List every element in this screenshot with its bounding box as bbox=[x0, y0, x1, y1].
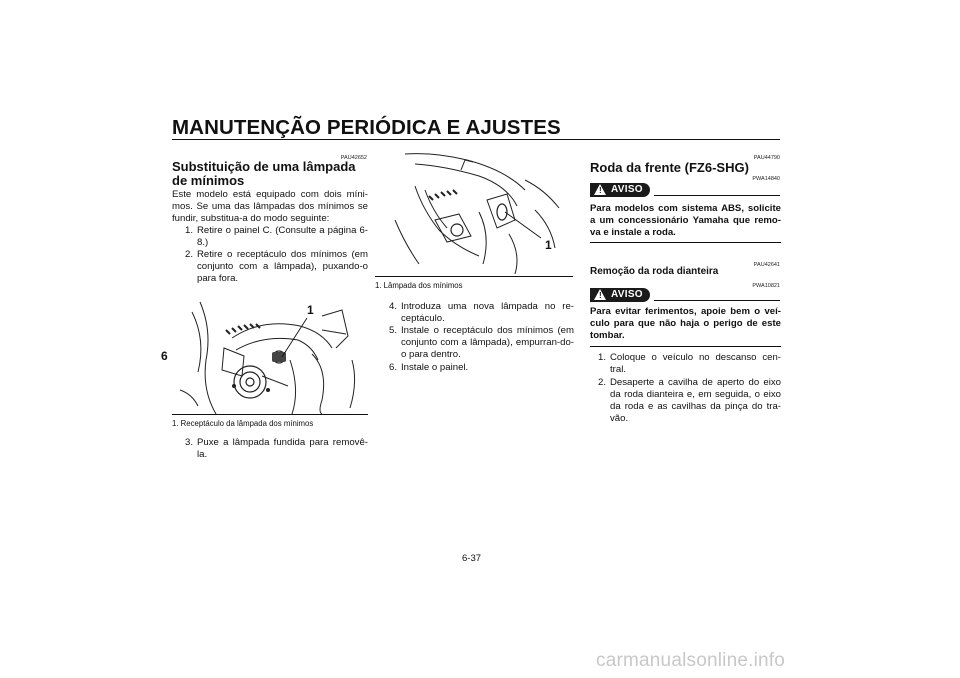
figure-caption: 1. Lâmpada dos mínimos bbox=[375, 281, 463, 290]
step-text: Coloque o veículo no descanso cen-tral. bbox=[610, 352, 781, 376]
step-4 bbox=[389, 301, 574, 325]
watermark: carmanualsonline.info bbox=[596, 650, 786, 671]
intro-paragraph: Este modelo está equipado com dois míni-mos. Se uma das lâmpadas dos mínimos se fundir, substitua-a do modo seguinte: bbox=[172, 189, 368, 225]
section-heading: Roda da frente (FZ6-SHG) bbox=[590, 160, 749, 175]
page-title: MANUTENÇÃO PERIÓDICA E AJUSTES bbox=[172, 116, 561, 139]
figure-callout: 1 bbox=[307, 303, 314, 317]
warning-rule bbox=[654, 300, 780, 301]
step-number: 1. bbox=[185, 225, 194, 236]
step-number: 3. bbox=[185, 437, 194, 448]
warning-rule bbox=[654, 195, 780, 196]
figure-position-light-bulb bbox=[375, 150, 573, 274]
step-text: Instale o receptáculo dos mínimos (em conjunto com a lâmpada), empurran-do-o para dentro. bbox=[401, 325, 574, 361]
step-number: 2. bbox=[598, 377, 607, 388]
step-2 bbox=[598, 377, 781, 425]
step-text: Desaperte a cavilha de aperto do eixo da roda dianteira e, em seguida, o eixo da roda e as cavilhas da pinça do tra-vão. bbox=[610, 377, 781, 425]
page-number: 6-37 bbox=[462, 553, 482, 564]
subsection-code: PAU42641 bbox=[753, 262, 780, 268]
step-number: 6. bbox=[389, 362, 398, 373]
figure-caption-rule bbox=[172, 414, 368, 415]
warning-end-rule bbox=[590, 346, 781, 347]
step-number: 1. bbox=[598, 352, 607, 363]
figure-illustration bbox=[172, 290, 368, 414]
figure-caption-rule bbox=[375, 276, 573, 277]
step-6 bbox=[389, 362, 574, 374]
chapter-tab: 6 bbox=[161, 349, 168, 363]
warning-banner bbox=[590, 183, 780, 197]
step-3 bbox=[185, 437, 368, 461]
step-2 bbox=[185, 249, 368, 285]
header-rule bbox=[172, 139, 780, 140]
section-code: PAU42652 bbox=[340, 155, 367, 161]
section-heading: Substituição de uma lâmpada de mínimos bbox=[172, 159, 356, 188]
step-text: Retire o painel C. (Consulte a página 6-8.) bbox=[197, 225, 368, 249]
figure-illustration bbox=[375, 150, 573, 274]
warning-banner bbox=[590, 288, 780, 302]
subsection-heading: Remoção da roda dianteira bbox=[590, 266, 719, 277]
warning-label: AVISO bbox=[611, 184, 643, 195]
step-1 bbox=[598, 352, 781, 376]
warning-end-rule bbox=[590, 242, 781, 243]
warning-label-pill: ! AVISO bbox=[590, 288, 650, 302]
step-text: Instale o painel. bbox=[401, 362, 469, 373]
step-number: 5. bbox=[389, 325, 398, 336]
warning-text: Para evitar ferimentos, apoie bem o veí-culo para que não haja o perigo de este tombar. bbox=[590, 306, 781, 342]
step-1 bbox=[185, 225, 368, 249]
step-number: 2. bbox=[185, 249, 194, 260]
step-text: Introduza uma nova lâmpada no re-ceptáculo. bbox=[401, 301, 574, 325]
figure-caption: 1. Receptáculo da lâmpada dos mínimos bbox=[172, 419, 314, 428]
warning-label: AVISO bbox=[611, 289, 643, 300]
figure-callout: 1 bbox=[545, 238, 552, 252]
section-code: PAU44790 bbox=[753, 155, 780, 161]
warning-code: PWA10821 bbox=[752, 283, 780, 289]
figure-position-light-socket bbox=[172, 290, 368, 414]
step-text: Retire o receptáculo dos mínimos (em conjunto com a lâmpada), puxando-o para fora. bbox=[197, 249, 368, 285]
warning-code: PWA14840 bbox=[752, 176, 780, 182]
warning-text: Para modelos com sistema ABS, solicite a um concessionário Yamaha que remo-va e instale a roda. bbox=[590, 203, 781, 239]
step-text: Puxe a lâmpada fundida para removê-la. bbox=[197, 437, 368, 461]
step-5 bbox=[389, 325, 574, 361]
warning-label-pill: ! AVISO bbox=[590, 183, 650, 197]
step-number: 4. bbox=[389, 301, 398, 312]
